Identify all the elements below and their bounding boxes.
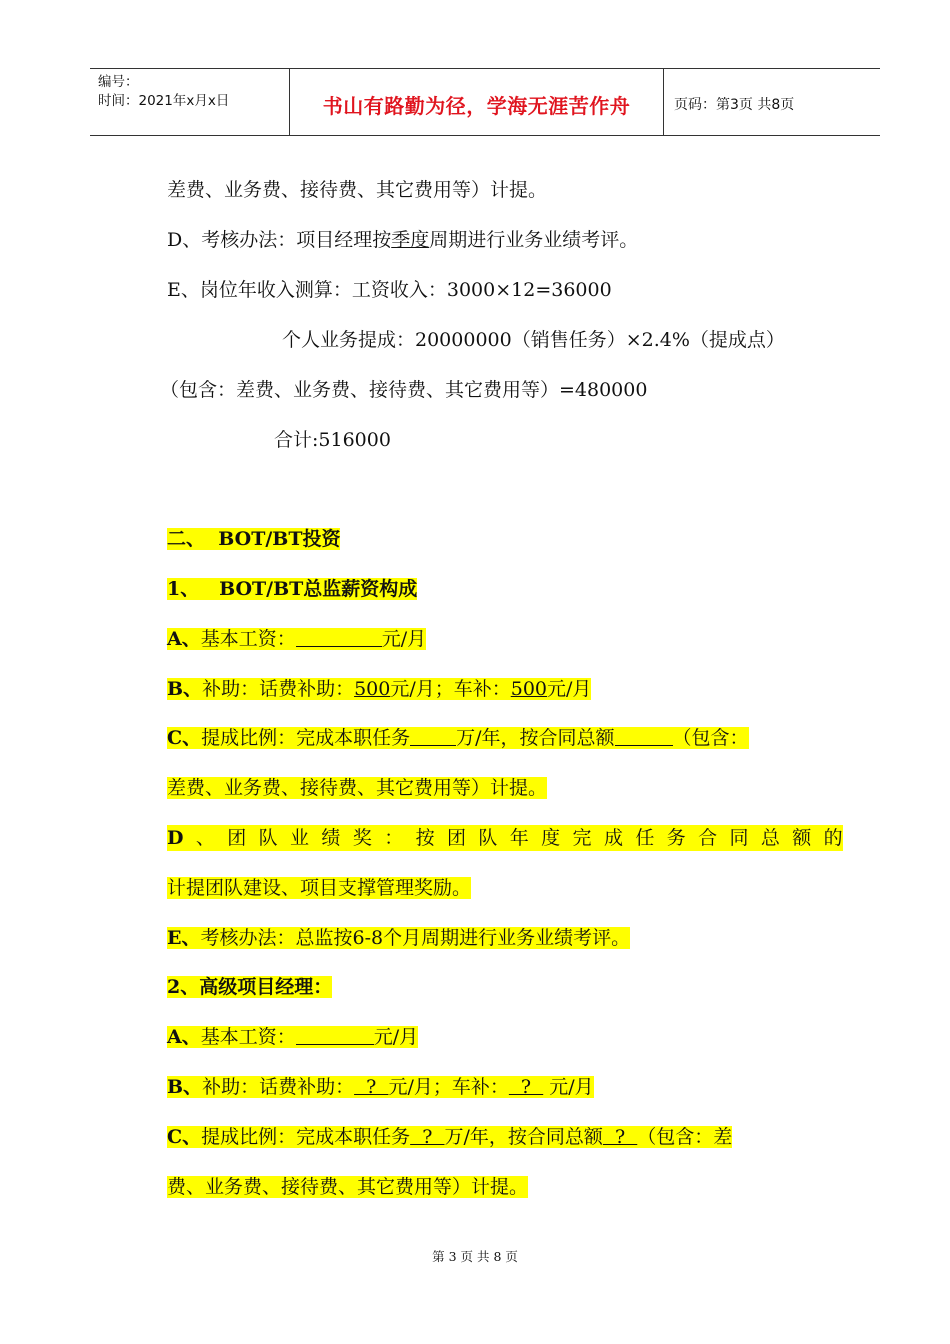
subsection-heading [167,974,847,1000]
text-seg: 基本工资： [200,1026,296,1048]
justified-char: 团 [227,827,247,849]
section-heading [167,526,847,552]
text-line [167,1174,847,1200]
text-seg: 元/月 [543,1076,594,1098]
underlined-value: ? [508,1076,544,1098]
justified-char: 绩 [321,827,341,849]
justified-char: 业 [290,827,310,849]
justified-char: 奖 [352,827,372,849]
justified-char: 完 [572,827,592,849]
justified-char: 合 [698,827,718,849]
justified-char: 任 [635,827,655,849]
justified-char: 成 [603,827,623,849]
text-line [167,1024,847,1050]
text-line: 差费、业务费、接待费、其它费用等）计提。 [167,179,548,201]
header-page-label: 页码：第3页 共8页 [674,97,795,113]
justified-char: 额 [792,827,812,849]
fill-blank [615,725,673,746]
subsection-title: 2、高级项目经理： [167,976,333,998]
item-prefix: A、 [167,628,201,650]
justified-char: D [167,827,184,849]
text-seg: 元/月；车补： [390,678,511,700]
text-seg: 元/月 [373,1026,419,1048]
text-line: E、岗位年收入测算：工资收入：3000×12=36000 [167,279,612,301]
underlined-value: ? [410,1126,445,1148]
underlined-value: ? [354,1076,389,1098]
text-seg: 提成比例：完成本职任务 [201,1126,411,1148]
justified-char: 总 [760,827,780,849]
item-prefix: E、 [167,927,201,949]
text-line: 合计:516000 [274,429,391,451]
underlined-value: 500 [354,678,391,700]
item-prefix: C、 [167,727,202,749]
text-line [167,626,847,652]
underlined-text: 季度 [391,229,430,251]
subsection-title: 1、 BOT/BT总监薪资构成 [167,578,418,600]
justified-char: 队 [478,827,498,849]
text-line [167,227,847,253]
item-prefix: B、 [167,1076,203,1098]
header-motto [290,69,664,135]
time-label: 时间：2021年x月x日 [98,93,230,109]
text-seg: D、考核办法：项目经理按 [167,229,392,251]
justified-char: ： [384,827,404,849]
justified-char: 度 [541,827,561,849]
justified-char: 同 [729,827,749,849]
text-line: （包含：差费、业务费、接待费、其它费用等）=480000 [160,379,648,401]
text-seg: （包含：差 [637,1126,733,1148]
text-seg: 差费、业务费、接待费、其它费用等）计提。 [167,777,548,799]
text-seg: 基本工资： [200,628,296,650]
justified-char: 的 [823,827,843,849]
subsection-heading [167,576,847,602]
text-seg: 考核办法：总监按6-8个月周期进行业务业绩考评。 [200,927,631,949]
text-seg: 费、业务费、接待费、其它费用等）计提。 [167,1176,529,1198]
text-seg: 元/月；车补： [388,1076,509,1098]
text-line [167,725,847,751]
text-line [167,1074,847,1100]
text-seg: 万/年，按合同总额 [444,1126,603,1148]
text-seg: 补助：话费补助： [202,1076,355,1098]
underlined-value: ? [602,1126,638,1148]
fill-blank [296,1024,374,1045]
text-seg: 元/月 [381,628,427,650]
item-prefix: B、 [167,678,203,700]
text-line [167,1124,847,1150]
text-line: 个人业务提成：20000000（销售任务）×2.4%（提成点） [282,329,785,351]
fill-blank [410,725,456,746]
text-seg: 元/月 [547,678,592,700]
justified-char: 、 [195,827,215,849]
underlined-value: 500 [510,678,548,700]
page-footer: 第 3 页 共 8 页 [432,1249,518,1264]
code-label: 编号： [98,74,139,90]
text-seg: 周期进行业务业绩考评。 [429,229,639,251]
fill-blank [296,626,382,647]
page-header [90,68,880,136]
justified-char: 年 [509,827,529,849]
item-prefix: A、 [167,1026,201,1048]
text-seg: 补助：话费补助： [202,678,355,700]
justified-text-line [167,825,843,851]
justified-char: 按 [415,827,435,849]
text-line [167,925,847,951]
text-seg: 万/年，按合同总额 [456,727,615,749]
text-seg: 计提团队建设、项目支撑管理奖励。 [167,877,472,899]
text-seg: 提成比例：完成本职任务 [201,727,411,749]
justified-char: 队 [258,827,278,849]
text-line [167,676,847,702]
item-prefix: C、 [167,1126,202,1148]
section-title: 二、 BOT/BT投资 [167,528,341,550]
justified-char: 务 [666,827,686,849]
text-seg: （包含： [672,727,749,749]
text-line [167,775,847,801]
motto-text: 书山有路勤为径，学海无涯苦作舟 [322,94,631,118]
header-meta [90,69,290,135]
text-line [167,875,847,901]
justified-char: 团 [446,827,466,849]
